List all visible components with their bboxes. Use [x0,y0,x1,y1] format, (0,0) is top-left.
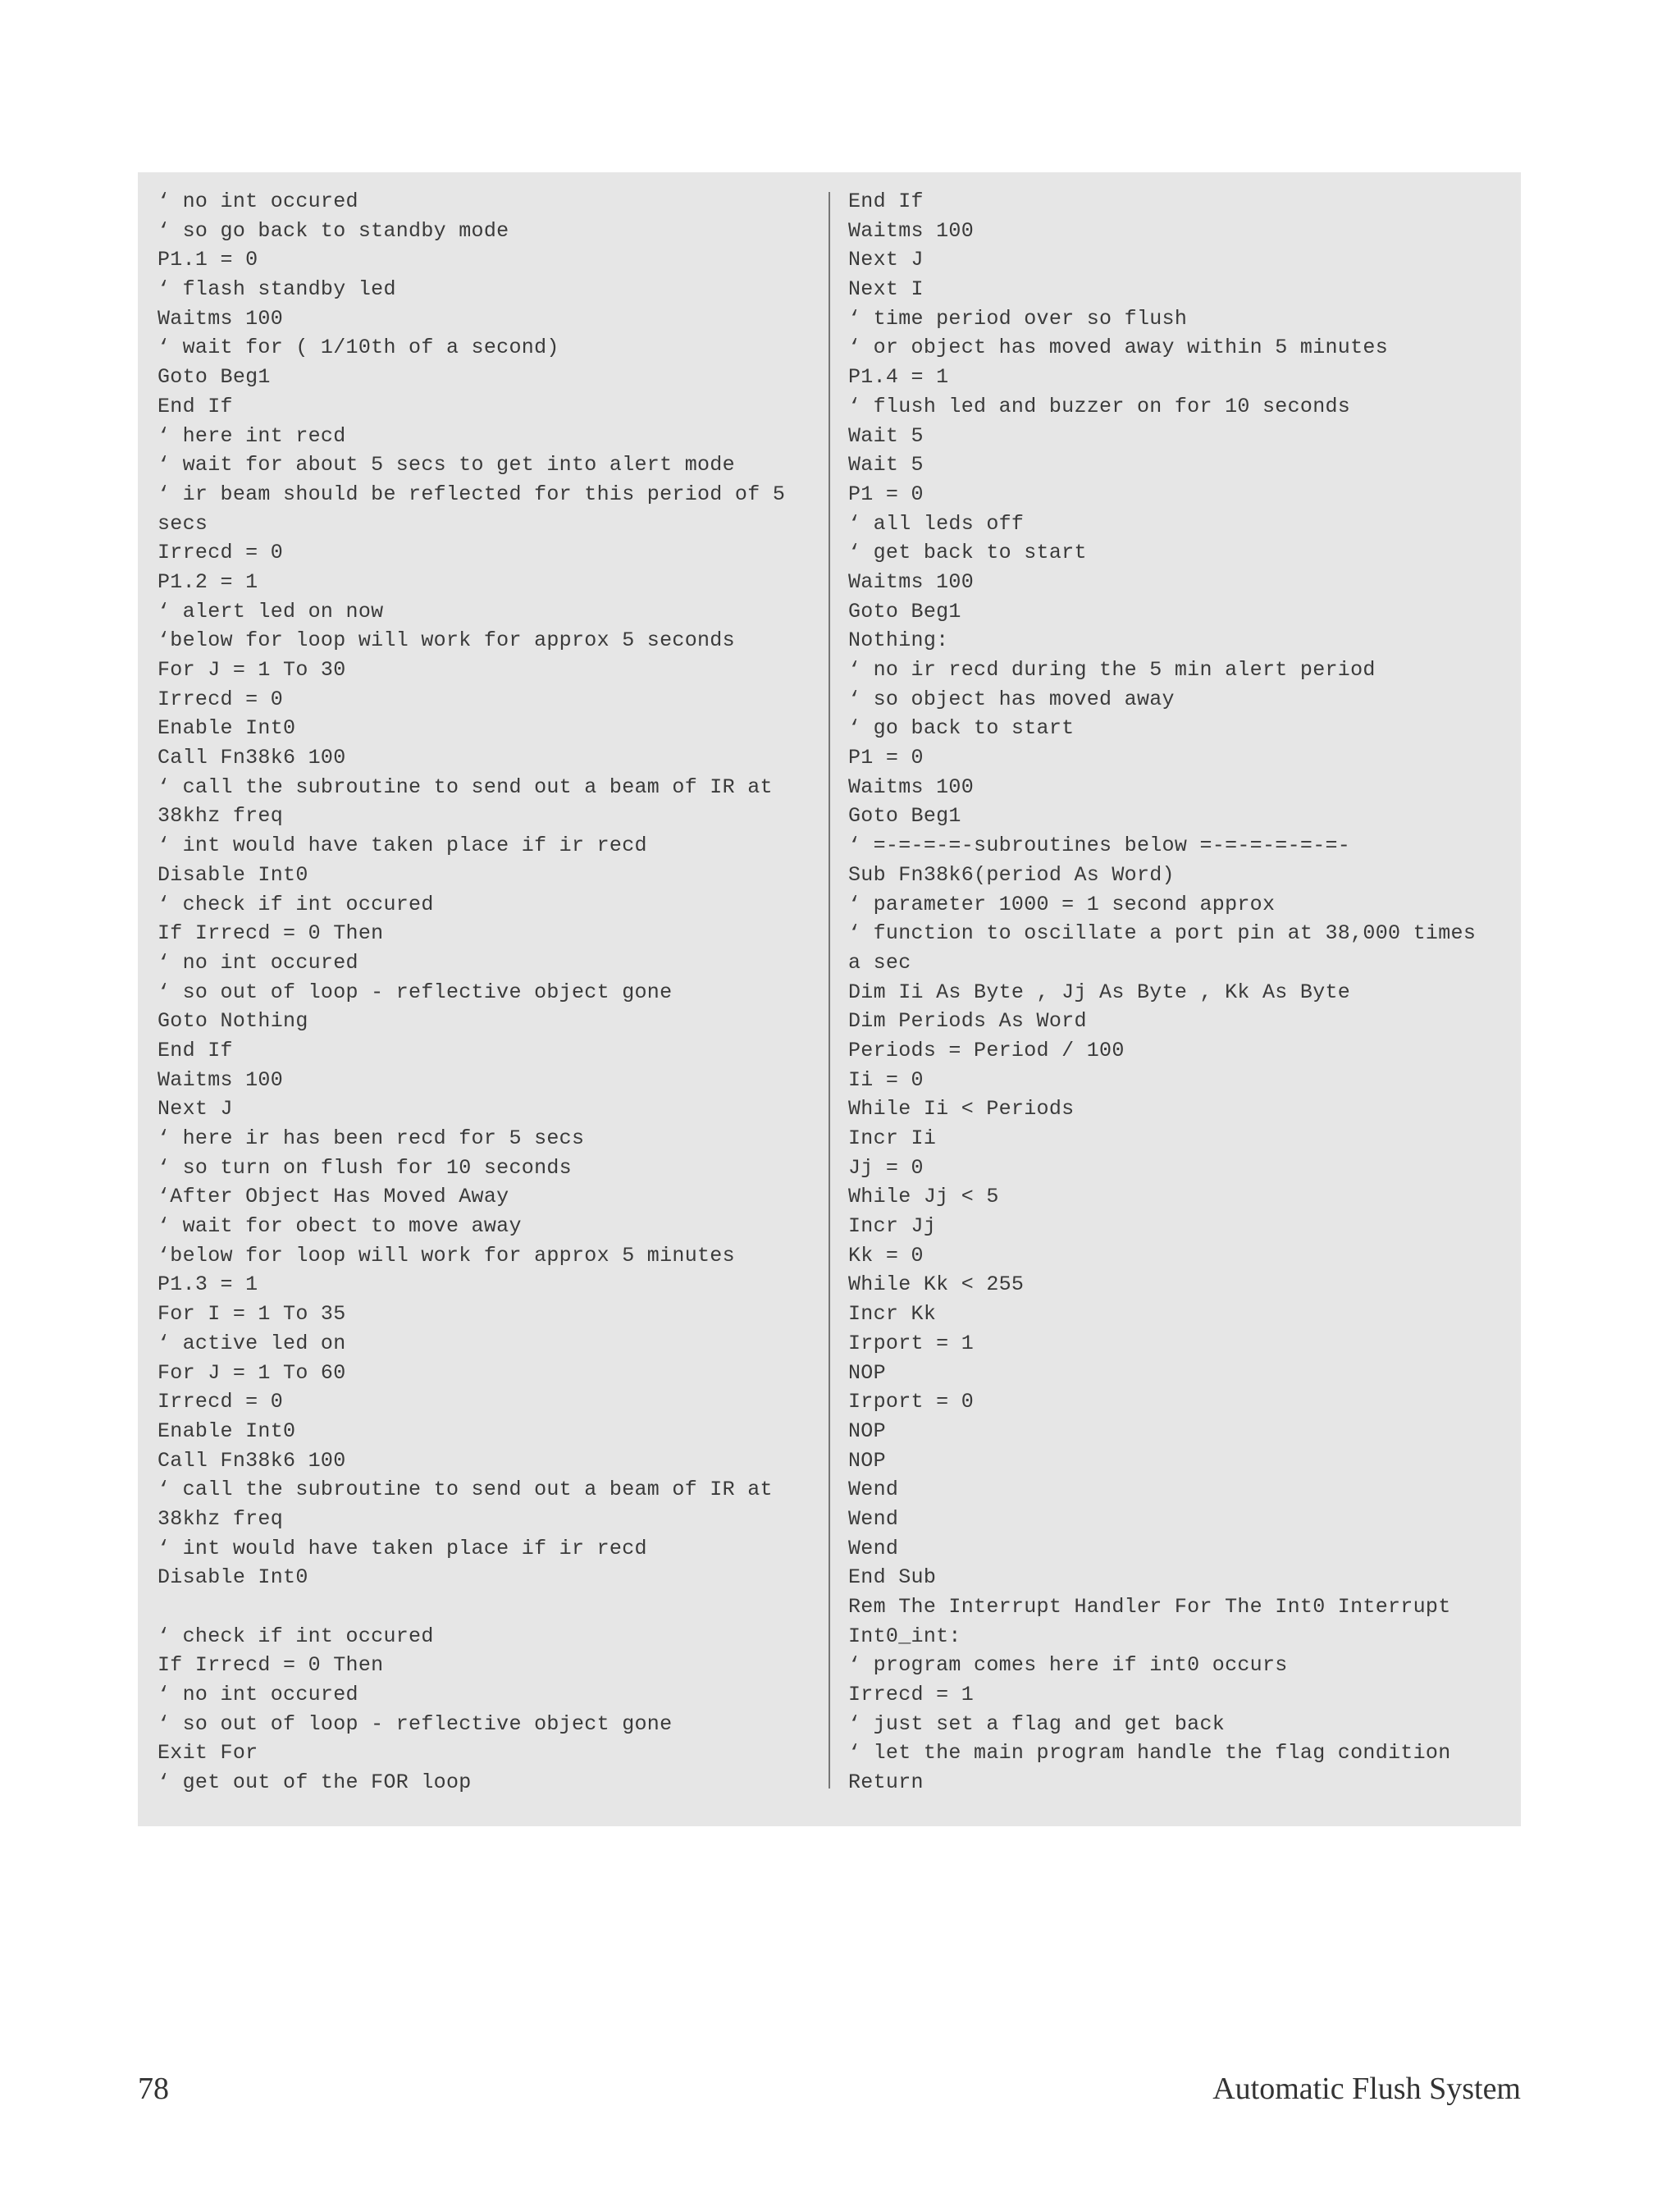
code-line: ‘ call the subroutine to send out a beam of IR at [158,774,773,799]
code-line: Wend [848,1478,899,1502]
code-line: Dim Periods As Word [848,1009,1087,1034]
code-line: If Irrecd = 0 Then [158,1653,384,1678]
code-line: While Kk < 255 [848,1272,1025,1297]
code-line: Goto Beg1 [158,365,271,390]
code-line: Irrecd = 0 [158,1390,284,1414]
code-line: End Sub [848,1565,937,1590]
code-line: ‘ time period over so flush [848,306,1188,331]
code-line: ‘ let the main program handle the flag condition [848,1741,1451,1766]
code-line: For J = 1 To 60 [158,1360,346,1385]
code-line: ‘ no int occured [158,1683,358,1707]
code-line: ‘ or object has moved away within 5 minutes [848,336,1389,360]
code-line: Waitms 100 [158,306,284,331]
code-line: Incr Ii [848,1126,937,1150]
code-line: ‘ here int recd [158,423,346,448]
code-line: ‘ wait for obect to move away [158,1214,522,1239]
code-line: a sec [848,950,911,975]
code-line: ‘ get back to start [848,541,1087,565]
code-column-right [848,187,1509,1798]
code-line: ‘ =-=-=-=-subroutines below =-=-=-=-=-=- [848,834,1351,858]
code-line: ‘After Object Has Moved Away [158,1185,509,1209]
code-line: NOP [848,1448,886,1473]
code-line: Goto Beg1 [848,599,961,624]
page-number: 78 [138,2072,169,2106]
code-line: ‘ so object has moved away [848,687,1175,711]
code-line: ‘ so turn on flush for 10 seconds [158,1155,572,1180]
code-line: P1 = 0 [848,746,924,770]
code-line: NOP [848,1419,886,1443]
code-line: Goto Nothing [158,1009,308,1034]
code-line: secs [158,511,208,536]
code-line: Periods = Period / 100 [848,1038,1125,1062]
code-line: ‘ flash standby led [158,277,396,302]
code-line: ‘ just set a flag and get back [848,1711,1226,1736]
code-line: Waitms 100 [158,1067,284,1092]
code-line: While Ii < Periods [848,1097,1075,1122]
code-line: End If [158,1038,233,1062]
code-line: Goto Beg1 [848,804,961,829]
code-line: ‘ check if int occured [158,1624,434,1648]
code-line: Call Fn38k6 100 [158,746,346,770]
code-line: ‘ no int occured [158,190,358,213]
code-line: Irrecd = 0 [158,541,284,565]
code-line: ‘ alert led on now [158,599,384,624]
code-line: ‘below for loop will work for approx 5 seconds [158,628,735,653]
code-line: ‘ wait for ( 1/10th of a second) [158,336,559,360]
code-line: Ii = 0 [848,1067,924,1092]
code-line: Wend [848,1506,899,1531]
code-line: 38khz freq [158,804,284,829]
code-line: ‘ get out of the FOR loop [158,1770,472,1795]
code-line: Exit For [158,1741,258,1766]
code-line: ‘ check if int occured [158,892,434,916]
code-line: P1 = 0 [848,482,924,506]
code-line: Kk = 0 [848,1243,924,1268]
code-line: While Jj < 5 [848,1185,999,1209]
code-line: If Irrecd = 0 Then [158,921,384,946]
code-line: ‘ ir beam should be reflected for this period of 5 [158,482,786,506]
code-line: End If [158,394,233,418]
code-line: End If [848,190,924,213]
code-line: ‘ program comes here if int0 occurs [848,1653,1288,1678]
code-line: ‘ go back to start [848,716,1075,741]
code-line: 38khz freq [158,1506,284,1531]
code-line: Next I [848,277,924,302]
code-line: ‘ no int occured [158,950,358,975]
code-line: ‘ int would have taken place if ir recd [158,1536,647,1560]
code-line: Jj = 0 [848,1155,924,1180]
code-listing-box [138,172,1521,1826]
code-line: Int0_int: [848,1624,961,1648]
code-line: ‘ here ir has been recd for 5 secs [158,1126,585,1150]
code-line: Waitms 100 [848,569,975,594]
code-line: Return [848,1770,924,1795]
code-line: ‘ parameter 1000 = 1 second approx [848,892,1276,916]
code-line: Disable Int0 [158,1565,308,1590]
code-line: ‘ call the subroutine to send out a beam of IR at [158,1478,773,1502]
code-line: Dim Ii As Byte , Jj As Byte , Kk As Byte [848,980,1351,1004]
code-line: Sub Fn38k6(period As Word) [848,862,1175,887]
code-line: Nothing: [848,628,949,653]
code-line [158,1592,819,1622]
code-line: Irport = 1 [848,1331,975,1355]
code-line: Waitms 100 [848,774,975,799]
code-line: Enable Int0 [158,716,296,741]
code-column-left [158,187,819,1798]
code-line: Call Fn38k6 100 [158,1448,346,1473]
code-line: NOP [848,1360,886,1385]
code-line: P1.1 = 0 [158,248,258,272]
code-line: Irrecd = 0 [158,687,284,711]
code-line: ‘ function to oscillate a port pin at 38,000 times [848,921,1477,946]
running-title: Automatic Flush System [1212,2072,1521,2106]
code-line: For J = 1 To 30 [158,658,346,682]
code-line: ‘below for loop will work for approx 5 minutes [158,1243,735,1268]
code-line: Waitms 100 [848,218,975,243]
code-line: ‘ int would have taken place if ir recd [158,834,647,858]
code-line: For I = 1 To 35 [158,1302,346,1327]
code-line: Wait 5 [848,453,924,477]
code-line: Enable Int0 [158,1419,296,1443]
code-line: Incr Kk [848,1302,937,1327]
code-line: Next J [848,248,924,272]
code-line: ‘ active led on [158,1331,346,1355]
code-line: Next J [158,1097,233,1122]
code-line: ‘ so out of loop - reflective object gone [158,980,673,1004]
code-line: Wait 5 [848,423,924,448]
column-divider [829,192,830,1789]
code-line: Wend [848,1536,899,1560]
code-line: Irport = 0 [848,1390,975,1414]
code-line: ‘ wait for about 5 secs to get into alert mode [158,453,735,477]
code-line: ‘ no ir recd during the 5 min alert period [848,658,1376,682]
code-line: P1.2 = 1 [158,569,258,594]
code-line: P1.4 = 1 [848,365,949,390]
code-line: ‘ flush led and buzzer on for 10 seconds [848,394,1351,418]
code-line: ‘ so out of loop - reflective object gone [158,1711,673,1736]
code-line: ‘ so go back to standby mode [158,218,509,243]
code-line: Irrecd = 1 [848,1683,975,1707]
code-line: ‘ all leds off [848,511,1025,536]
code-line: P1.3 = 1 [158,1272,258,1297]
code-line: Rem The Interrupt Handler For The Int0 Interrupt [848,1595,1451,1619]
code-line: Disable Int0 [158,862,308,887]
code-line: Incr Jj [848,1214,937,1239]
